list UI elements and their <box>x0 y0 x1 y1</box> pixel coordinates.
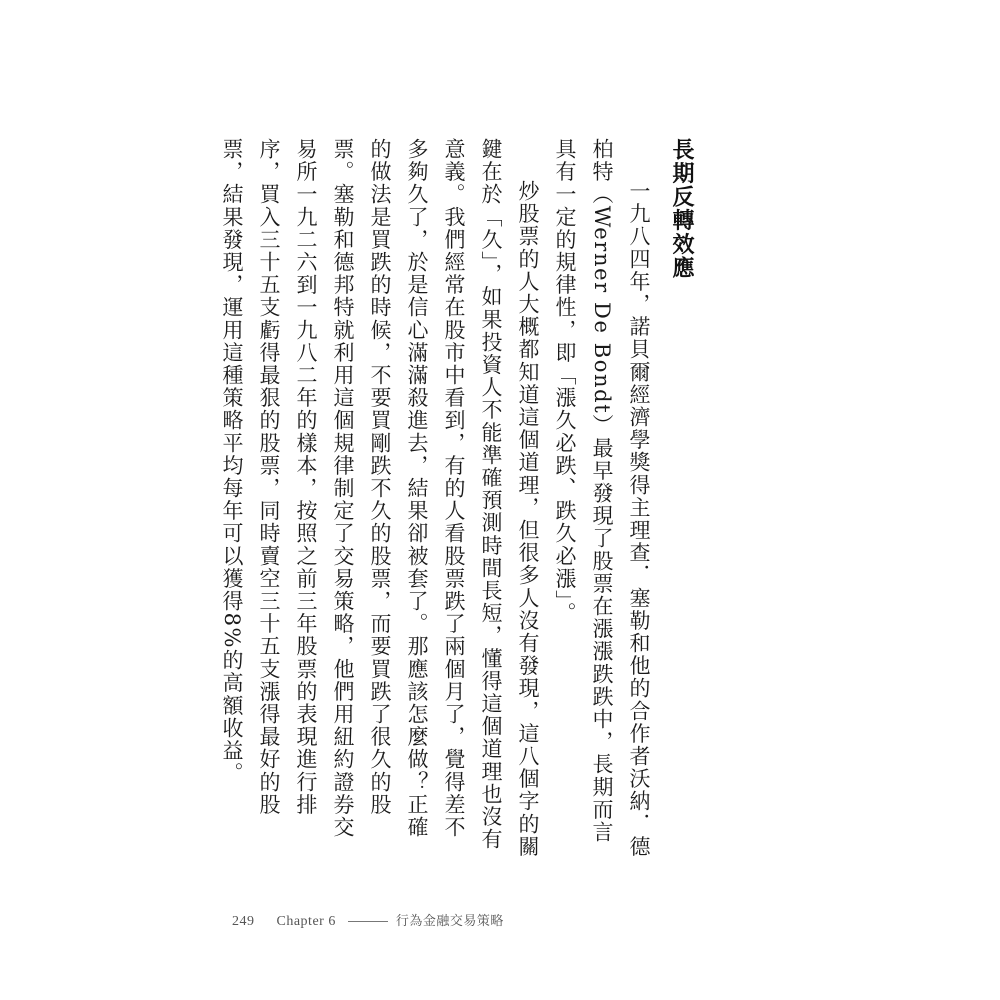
page-number: 249 <box>232 914 255 929</box>
chapter-label: Chapter 6 <box>276 914 336 929</box>
section-heading: 長期反轉效應 <box>669 138 694 280</box>
paragraph-2: 炒股票的人大概都知道這個道理，但很多人沒有發現，這八個字的關鍵在於「久」，如果投資人不能準確預測時間長短，懂得這個道理也沒有意義。我們經常在股市中看到，有的人看股票跌了兩個月了，覺得差不多夠久了，於是信心滿滿殺進去，結果卻被套了。那應該怎麼做？正確的做法是買跌的時候，不要買剛跌不久的股票，而要買跌了很久的股票。塞勒和德邦特就利用這個規律制定了交易策略，他們用紐約證券交易所一九二六到一九八二年的樣本，按照之前三年股票的表現進行排序，買入三十五支虧得最狠的股票，同時賣空三十五支漲得最好的股票，結果發現，運用這種策略平均每年可以獲得8%的高額收益。 <box>220 138 540 858</box>
page-footer <box>232 910 504 930</box>
chapter-title: 行為金融交易策略 <box>395 914 504 929</box>
footer-dash <box>348 921 388 922</box>
paragraph-1: 一九八四年，諾貝爾經濟學獎得主理查．塞勒和他的合作者沃納．德柏特（Werner De Bondt）最早發現了股票在漲漲跌跌中，長期而言具有一定的規律性，即「漲久必跌、跌久必漲」。 <box>553 138 651 858</box>
body-text-column <box>213 138 700 858</box>
